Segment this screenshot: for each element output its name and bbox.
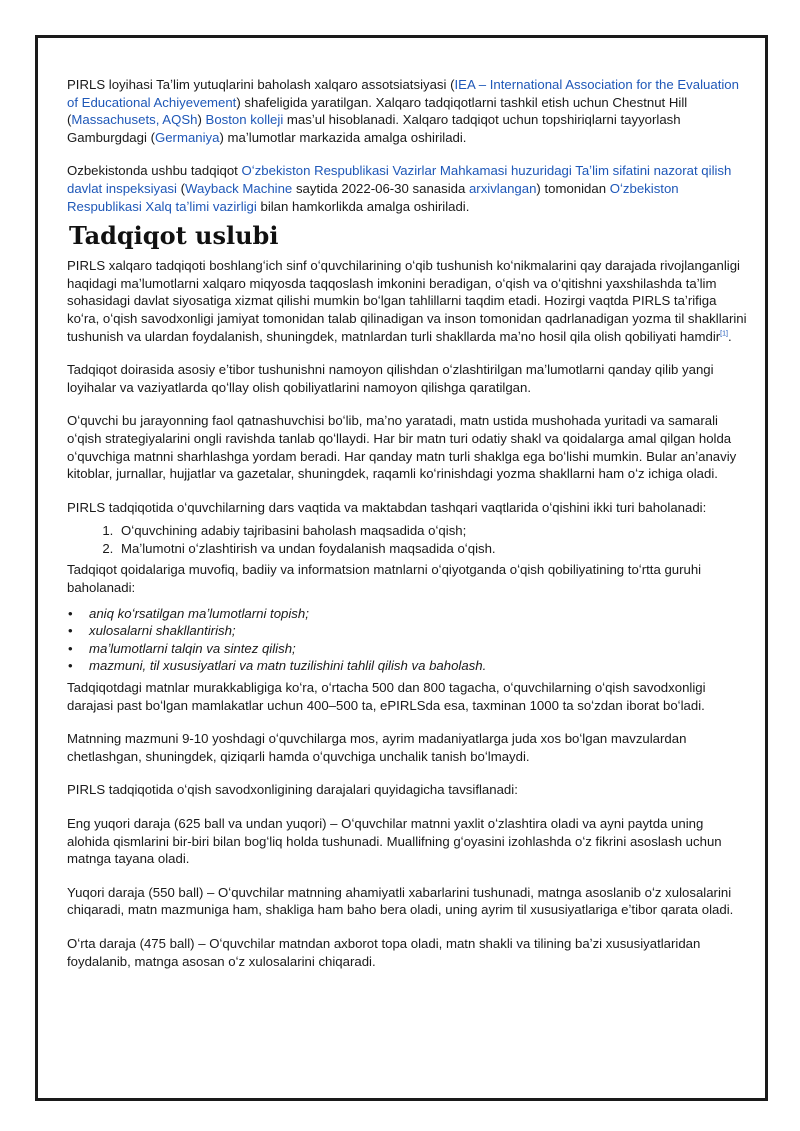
level-medium-paragraph: Oʻrta daraja (475 ball) – Oʻquvchilar matndan axborot topa oladi, matn shakli va tilining baʼzi xususiyatlaridan foydalanib, matnga asosan oʻz xulosalarini chiqaradi. [67, 935, 701, 969]
list-item: 1. Oʻquvchining adabiy tajribasini baholash maqsadida oʻqish; [117, 522, 747, 540]
bullet-icon: • [68, 623, 73, 639]
germany-link[interactable]: Germaniya [154, 129, 220, 145]
article-body [67, 76, 747, 970]
skills-list [67, 605, 747, 675]
wayback-machine-link[interactable]: Wayback Machine [185, 180, 293, 196]
inspection-link[interactable]: Oʻzbekiston Respublikasi Vazirlar Mahkamasi huzuridagi Taʼlim sifatini nazorat qilish davlat inspeksiyasi [67, 163, 732, 196]
list-item: • aniq koʻrsatilgan maʼlumotlarni topish; [68, 605, 309, 621]
iea-link[interactable]: IEA – International Association for the Evaluation of Educational Achiyevement [67, 77, 739, 110]
level-high-paragraph: Yuqori daraja (550 ball) – Oʻquvchilar matnning ahamiyatli xabarlarini tushunadi, matnga asoslanib oʻz xulosalarini chiqaradi, matn mazmuniga ham, shakliga ham baho bera oladi, uning ayrim til xususiyatlariga eʼtibor qarata oladi. [67, 884, 734, 918]
method-paragraph-6: Tadqiqotdagi matnlar murakkabligiga koʻra, oʻrtacha 500 dan 800 tagacha, oʻquvchilarning oʻqish savodxonligi darajasi past boʻlgan mamlakatlar uchun 400–500 ta, ePIRLSda esa, taxminan 1000 ta soʻzdan iborat boʻladi. [67, 680, 706, 713]
reading-purposes-list [67, 522, 747, 557]
bullet-icon: • [68, 640, 73, 656]
massachusets-link[interactable]: Massachusets, AQSh [71, 112, 198, 128]
level-highest-paragraph: Eng yuqori daraja (625 ball va undan yuqori) – Oʻquvchilar matnni yaxlit oʻzlashtira oladi va ayni paytda uning alohida qismlarini bir-biri bilan bogʻliq holda tushunadi. Muallifning gʻoyasini izohlashda oʻz fikrini asoslash uchun matnga tayana oladi. [67, 816, 722, 867]
method-paragraph-3: Oʻquvchi bu jarayonning faol qatnashuvchisi boʻlib, maʼno yaratadi, matn ustida mushohada yuritadi va samarali oʻqish strategiyalarini ongli ravishda tanlab qoʻllaydi. Har bir matn turi odatiy shakl va qoidalarga amal qilgan holda oʻquvchiga matnni sharhlashga yordam beradi. Har qanday matn turli shaklga ega boʻlishi mumkin. Bular anʼanaviy kitoblar, jurnallar, hujjatlar va gazetalar, shuningdek, raqamli koʻrinishdagi yozma shakllarni ham oʻz ichiga oladi. [67, 413, 737, 482]
method-paragraph-8: PIRLS tadqiqotida oʻqish savodxonligining darajalari quyidagicha tavsiflanadi: [67, 782, 518, 798]
archived-link[interactable]: arxivlangan [468, 180, 537, 196]
page-frame [35, 35, 768, 1101]
intro-paragraph-1: PIRLS loyihasi Taʼlim yutuqlarini baholash xalqaro assotsiatsiyasi (IEA – International Association for the Evaluation of Educational Achiyevement) shafeligida yaratilgan. Xalqaro tadqiqotlarni tashkil etish uchun Chestnut Hill (Massachusets, AQSh) Boston kolleji masʼul hisoblanadi. Xalqaro tadqiqot uchun topshiriqlarni tayyorlash Gamburgdagi (Germaniya) maʼlumotlar markazida amalga oshiriladi. [67, 77, 739, 145]
method-paragraph-7: Matnning mazmuni 9-10 yoshdagi oʻquvchilarga mos, ayrim madaniyatlarga juda xos boʻlgan mavzulardan chetlashgan, shuningdek, qiziqarli hamda oʻquvchiga unchalik tanish boʻlmaydi. [67, 731, 687, 764]
method-paragraph-5: Tadqiqot qoidalariga muvofiq, badiiy va informatsion matnlarni oʻqiyotganda oʻqish qobiliyatining toʻrtta guruhi baholanadi: [67, 562, 702, 596]
boston-college-link[interactable]: Boston kolleji [205, 112, 284, 128]
bullet-icon: • [68, 658, 73, 674]
list-item: • xulosalarni shakllantirish; [68, 623, 236, 639]
section-heading: Tadqiqot uslubi [69, 221, 279, 251]
bullet-icon: • [68, 605, 73, 621]
intro-paragraph-2: Ozbekistonda ushbu tadqiqot Oʻzbekiston Respublikasi Vazirlar Mahkamasi huzuridagi Taʼlim sifatini nazorat qilish davlat inspeksiyasi (Wayback Machine saytida 2022-06-30 sanasida arxivlangan) tomonidan Oʻzbekiston Respublikasi Xalq taʼlimi vazirligi bilan hamkorlikda amalga oshiriladi. [67, 163, 732, 214]
method-paragraph-1: PIRLS xalqaro tadqiqoti boshlangʻich sinf oʻquvchilarining oʻqib tushunish koʻnikmalarini qay darajada rivojlanganligi haqidagi maʼlumotlarni xalqaro miqyosda taqqoslash imkonini beradigan, oʻqish va oʻqitishni yaxshilashda taʼlim sohasidagi davlat siyosatiga xizmat qilishi mumkin boʻlgan tahlillarni taqdim etadi. Hozirgi vaqtda PIRLS taʼrifiga koʻra, oʻqish savodxonligi jamiyat tomonidan talab qilinadigan va inson tomonidan qadrlanadigan yozma til shakllarini tushunish va ulardan foydalanish, shuningdek, matnlardan turli shakllarda maʼno hosil qila olish qobiliyati hamdir[1]. [67, 258, 747, 344]
list-item: • maʼlumotlarni talqin va sintez qilish; [68, 640, 296, 656]
list-item: • mazmuni, til xususiyatlari va matn tuzilishini tahlil qilish va baholash. [68, 658, 487, 674]
footnote-1-link[interactable]: [1] [720, 330, 728, 338]
list-item: 2. Maʼlumotni oʻzlashtirish va undan foydalanish maqsadida oʻqish. [117, 540, 747, 558]
method-paragraph-2: Tadqiqot doirasida asosiy eʼtibor tushunishni namoyon qilishdan oʻzlashtirilgan maʼlumotlarni qanday qilib yangi loyihalar va vaziyatlarda qoʻllay olish qobiliyatlarini namoyon qilishga qaratilgan. [67, 362, 714, 395]
method-paragraph-4: PIRLS tadqiqotida oʻquvchilarning dars vaqtida va maktabdan tashqari vaqtlarida oʻqishini ikki turi baholanadi: [67, 499, 707, 515]
ministry-link[interactable]: Oʻzbekiston Respublikasi Xalq taʼlimi vazirligi [67, 180, 679, 214]
